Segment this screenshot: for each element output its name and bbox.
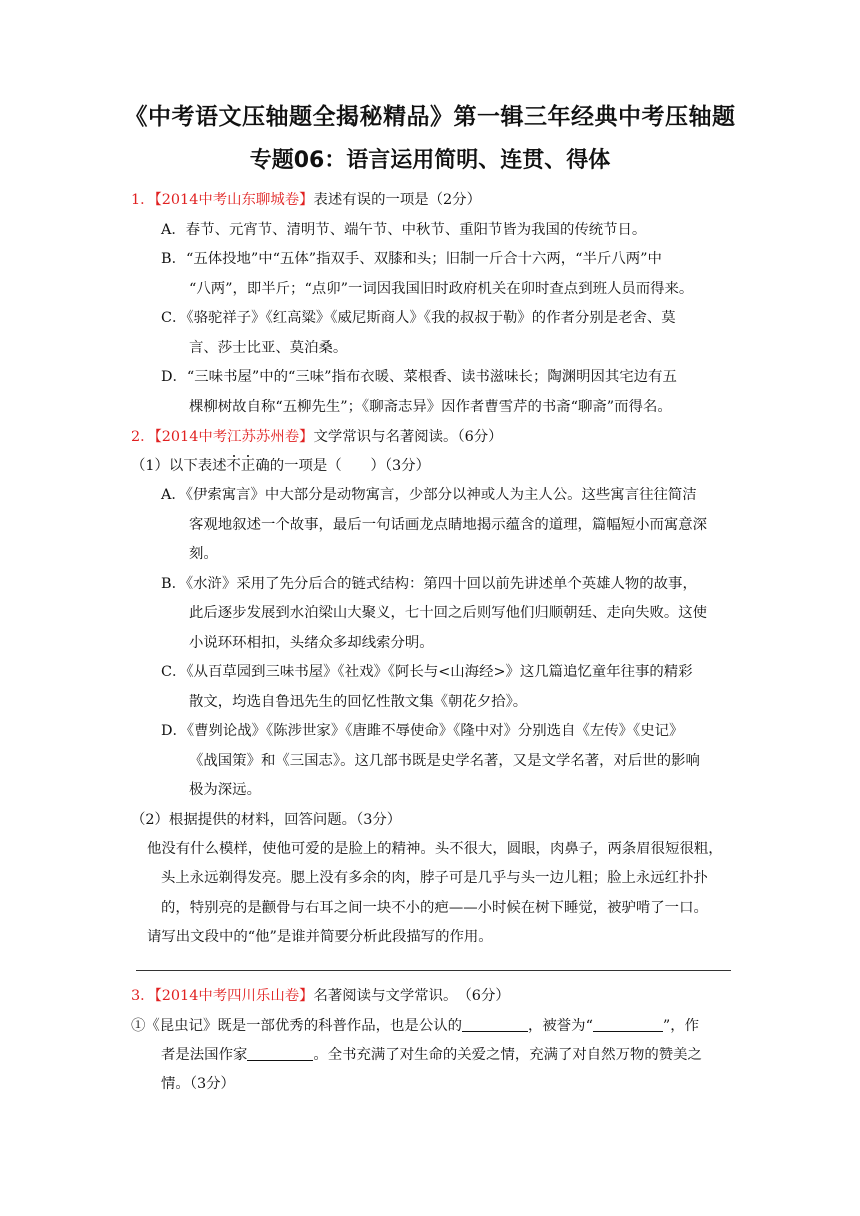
answer-blank[interactable] xyxy=(247,1046,313,1061)
q3-text: 者是法国作家 xyxy=(161,1047,248,1063)
q3-line-1 xyxy=(131,1016,699,1036)
q2-prompt: 请写出文段中的“他”是谁并简要分析此段描写的作用。 xyxy=(147,929,493,945)
q2-passage-line: 头上永远剃得发亮。腮上没有多余的肉，脖子可是几乎与头一边儿粗；脸上永远红扑扑 xyxy=(161,870,708,886)
q3-text: ①《昆虫记》既是一部优秀的科普作品，也是公认的 xyxy=(131,1018,462,1034)
q2-option-d: D．《曹刿论战》《陈涉世家》《唐雎不辱使命》《隆中对》分别选自《左传》《史记》 xyxy=(161,723,684,739)
q2-option-b-cont: 小说环环相扣，头绪众多却线索分明。 xyxy=(189,635,434,651)
q3-text: 。全书充满了对生命的关爱之情，充满了对自然万物的赞美之 xyxy=(313,1047,702,1063)
question-1-header xyxy=(131,190,481,210)
q2-subquestion-2: （2）根据提供的材料，回答问题。（3分） xyxy=(131,812,402,828)
emphasis-char: 不 xyxy=(226,458,241,474)
q2-option-b: B．《水浒》采用了先分后合的链式结构：第四十回以前先讲述单个英雄人物的故事， xyxy=(161,576,697,592)
q1-option-d: D．“三味书屋”中的“三味”指布衣暖、菜根香、读书滋味长；陶渊明因其宅边有五 xyxy=(161,369,677,385)
question-stem: 表述有误的一项是（2分） xyxy=(313,192,481,208)
q1-option-c-cont: 言、莎士比亚、莫泊桑。 xyxy=(189,340,348,356)
q3-line-2 xyxy=(161,1045,702,1065)
question-number: 1． xyxy=(131,192,155,208)
q3-line-3: 情。（3分） xyxy=(161,1076,235,1092)
document-title: 《中考语文压轴题全揭秘精品》第一辑三年经典中考压轴题 xyxy=(124,104,736,130)
q2-passage-line: 的，特别亮的是颧骨与右耳之间一块不小的疤——小时候在树下睡觉，被驴啃了一口。 xyxy=(161,900,708,916)
question-source: 【2014中考山东聊城卷】 xyxy=(154,192,314,208)
q2-subquestion-1 xyxy=(131,456,430,476)
question-source: 【2014中考江苏苏州卷】 xyxy=(154,429,314,445)
section-divider xyxy=(136,970,731,971)
q3-text: ”，作 xyxy=(662,1018,700,1034)
question-stem: 名著阅读与文学常识。 （6分） xyxy=(313,988,510,1004)
q2-option-c: C．《从百草园到三味书屋》《社戏》《阿长与<山海经>》这几篇追忆童年往事的精彩 xyxy=(161,664,693,680)
question-source: 【2014中考四川乐山卷】 xyxy=(154,988,314,1004)
q1-option-b: B．“五体投地”中“五体”指双手、双膝和头；旧制一斤合十六两，“半斤八两”中 xyxy=(161,251,662,267)
q2-option-a: A．《伊索寓言》中大部分是动物寓言，少部分以神或人为主人公。这些寓言往往简洁 xyxy=(161,487,697,503)
question-stem: 文学常识与名著阅读。（6分） xyxy=(313,429,503,445)
q1-option-a: A．春节、元宵节、清明节、端午节、中秋节、重阳节皆为我国的传统节日。 xyxy=(161,222,647,238)
q2-option-d-cont: 极为深远。 xyxy=(189,782,261,798)
question-2-header xyxy=(131,427,503,447)
q1-option-b-cont: “八两”，即半斤；“点卯”一词因我国旧时政府机关在卯时查点到班人员而得来。 xyxy=(189,281,694,297)
q2-option-a-cont: 刻。 xyxy=(189,546,218,562)
topic-title: 专题06：语言运用简明、连贯、得体 xyxy=(249,148,611,173)
emphasis-char: 正 xyxy=(240,458,256,474)
q2-option-a-cont: 客观地叙述一个故事，最后一句话画龙点睛地揭示蕴含的道理，篇幅短小而寓意深 xyxy=(189,517,708,533)
q2-option-c-cont: 散文，均选自鲁迅先生的回忆性散文集《朝花夕拾》。 xyxy=(189,694,528,710)
q2-passage-line: 他没有什么模样，使他可爱的是脸上的精神。头不很大，圆眼，肉鼻子，两条眉很短很粗， xyxy=(147,841,723,857)
q2-option-b-cont: 此后逐步发展到水泊梁山大聚义，七十回之后则写他们归顺朝廷、走向失败。这使 xyxy=(189,605,708,621)
answer-blank[interactable] xyxy=(593,1017,663,1032)
question-3-header xyxy=(131,986,510,1006)
q1-option-d-cont: 棵柳树故自称“五柳先生”；《聊斋志异》因作者曹雪芹的书斋“聊斋”而得名。 xyxy=(189,399,672,415)
sub1-text: （1）以下表述 xyxy=(131,458,227,474)
question-number: 3． xyxy=(131,988,155,1004)
question-number: 2． xyxy=(131,429,155,445)
q3-text: ，被誉为“ xyxy=(528,1018,593,1034)
q1-option-c: C．《骆驼祥子》《红高粱》《威尼斯商人》《我的叔叔于勒》的作者分别是老舍、莫 xyxy=(161,310,676,326)
answer-blank[interactable] xyxy=(462,1017,528,1032)
sub1-text: 确的一项是（ ）（3分） xyxy=(255,458,430,474)
q2-option-d-cont: 《战国策》和《三国志》。这几部书既是史学名著，又是文学名著，对后世的影响 xyxy=(189,753,700,769)
